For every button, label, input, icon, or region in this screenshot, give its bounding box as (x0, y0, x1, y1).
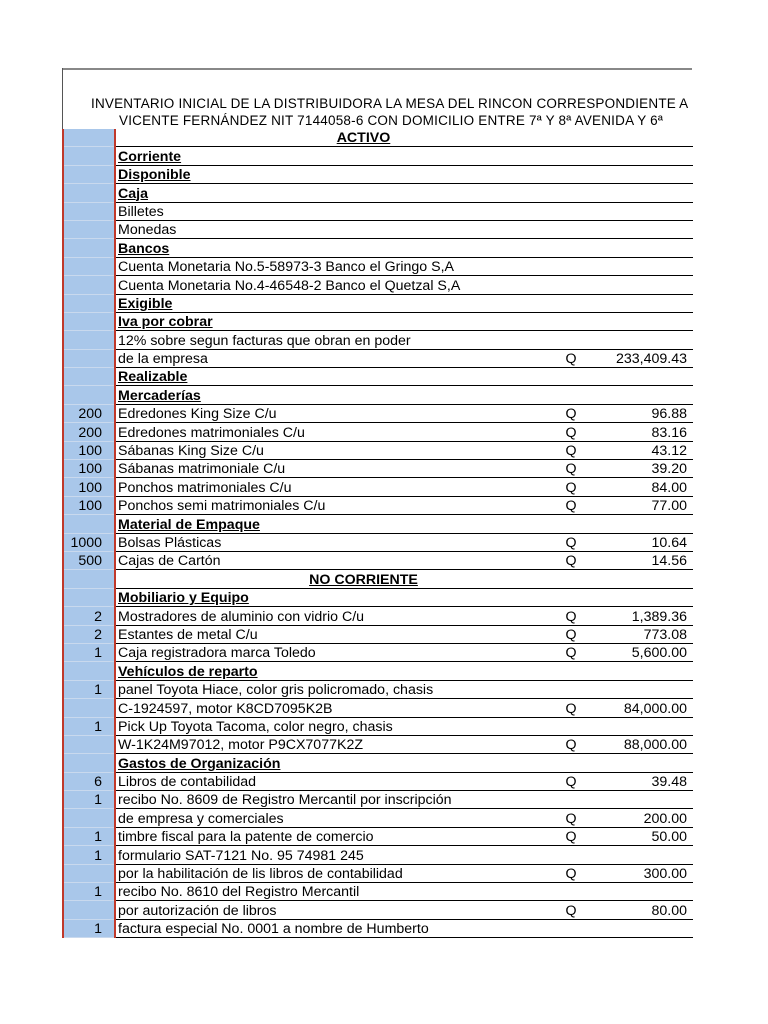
table-row[interactable] (63, 551, 693, 569)
table-row[interactable] (63, 643, 693, 661)
table-row[interactable] (63, 883, 693, 901)
description-cell[interactable]: 12% sobre segun facturas que obran en poder (115, 331, 551, 349)
currency-cell[interactable]: Q (551, 441, 591, 459)
amount-cell[interactable] (591, 129, 693, 147)
table-row[interactable] (63, 331, 693, 349)
description-cell[interactable]: Mercaderías (115, 386, 551, 404)
currency-cell[interactable]: Q (551, 699, 591, 717)
amount-cell[interactable] (591, 680, 693, 698)
table-row[interactable] (63, 515, 693, 533)
amount-cell[interactable]: 1,389.36 (591, 607, 693, 625)
amount-cell[interactable]: 5,600.00 (591, 643, 693, 661)
quantity-cell[interactable]: 500 (63, 551, 115, 569)
description-cell[interactable]: recibo No. 8609 de Registro Mercantil por inscripción (115, 791, 551, 809)
quantity-cell[interactable] (63, 699, 115, 717)
amount-cell[interactable]: 96.88 (591, 404, 693, 422)
table-row[interactable] (63, 220, 693, 238)
description-cell[interactable]: Exigible (115, 294, 551, 312)
currency-cell[interactable] (551, 276, 591, 294)
amount-cell[interactable] (591, 294, 693, 312)
table-row[interactable] (63, 276, 693, 294)
currency-cell[interactable] (551, 570, 591, 588)
currency-cell[interactable]: Q (551, 478, 591, 496)
currency-cell[interactable] (551, 312, 591, 330)
currency-cell[interactable] (551, 791, 591, 809)
currency-cell[interactable] (551, 883, 591, 901)
amount-cell[interactable]: 80.00 (591, 901, 693, 919)
currency-cell[interactable] (551, 368, 591, 386)
table-row[interactable] (63, 570, 693, 588)
description-cell[interactable]: de la empresa (115, 349, 551, 367)
quantity-cell[interactable]: 1 (63, 919, 115, 937)
amount-cell[interactable]: 83.16 (591, 423, 693, 441)
amount-cell[interactable] (591, 754, 693, 772)
amount-cell[interactable]: 39.20 (591, 460, 693, 478)
description-cell[interactable]: Caja (115, 184, 551, 202)
description-cell[interactable]: Mobiliario y Equipo (115, 588, 551, 606)
quantity-cell[interactable] (63, 257, 115, 275)
amount-cell[interactable] (591, 184, 693, 202)
quantity-cell[interactable]: 100 (63, 460, 115, 478)
description-cell[interactable]: recibo No. 8610 del Registro Mercantil (115, 883, 551, 901)
description-cell[interactable]: Corriente (115, 147, 551, 165)
description-cell[interactable]: Monedas (115, 220, 551, 238)
amount-cell[interactable]: 50.00 (591, 827, 693, 845)
table-row[interactable] (63, 257, 693, 275)
quantity-cell[interactable] (63, 386, 115, 404)
quantity-cell[interactable]: 100 (63, 496, 115, 514)
amount-cell[interactable] (591, 791, 693, 809)
amount-cell[interactable] (591, 276, 693, 294)
currency-cell[interactable] (551, 846, 591, 864)
table-row[interactable] (63, 202, 693, 220)
description-cell[interactable]: Realizable (115, 368, 551, 386)
amount-cell[interactable] (591, 147, 693, 165)
description-cell[interactable]: timbre fiscal para la patente de comercio (115, 827, 551, 845)
amount-cell[interactable] (591, 883, 693, 901)
amount-cell[interactable] (591, 919, 693, 937)
quantity-cell[interactable]: 1 (63, 827, 115, 845)
description-cell[interactable]: Billetes (115, 202, 551, 220)
amount-cell[interactable]: 773.08 (591, 625, 693, 643)
amount-cell[interactable] (591, 312, 693, 330)
amount-cell[interactable]: 14.56 (591, 551, 693, 569)
description-cell[interactable]: Sábanas matrimoniale C/u (115, 460, 551, 478)
amount-cell[interactable]: 300.00 (591, 864, 693, 882)
table-row[interactable] (63, 827, 693, 845)
amount-cell[interactable] (591, 331, 693, 349)
description-cell[interactable]: Edredones matrimoniales C/u (115, 423, 551, 441)
inventory-header (62, 70, 692, 130)
quantity-cell[interactable]: 1 (63, 791, 115, 809)
quantity-cell[interactable] (63, 239, 115, 257)
table-row[interactable] (63, 460, 693, 478)
description-cell[interactable]: Bolsas Plásticas (115, 533, 551, 551)
currency-cell[interactable] (551, 515, 591, 533)
quantity-cell[interactable] (63, 735, 115, 753)
table-row[interactable] (63, 386, 693, 404)
quantity-cell[interactable] (63, 809, 115, 827)
currency-cell[interactable]: Q (551, 772, 591, 790)
header-line-2: VICENTE FERNÁNDEZ NIT 7144058-6 CON DOMICILIO ENTRE 7ª Y 8ª AVENIDA Y 6ª (119, 113, 664, 128)
quantity-cell[interactable] (63, 220, 115, 238)
description-cell[interactable]: Iva por cobrar (115, 312, 551, 330)
table-row[interactable] (63, 129, 693, 147)
quantity-cell[interactable] (63, 276, 115, 294)
table-row[interactable] (63, 496, 693, 514)
amount-cell[interactable] (591, 846, 693, 864)
description-cell[interactable]: Cuenta Monetaria No.5-58973-3 Banco el Gringo S,A (115, 257, 551, 275)
description-cell[interactable]: Gastos de Organización (115, 754, 551, 772)
description-cell[interactable]: Libros de contabilidad (115, 772, 551, 790)
table-row[interactable] (63, 662, 693, 680)
description-cell[interactable]: formulario SAT-7121 No. 95 74981 245 (115, 846, 551, 864)
quantity-cell[interactable]: 1 (63, 717, 115, 735)
quantity-cell[interactable]: 1 (63, 846, 115, 864)
quantity-cell[interactable] (63, 368, 115, 386)
currency-cell[interactable] (551, 202, 591, 220)
description-cell[interactable]: Ponchos semi matrimoniales C/u (115, 496, 551, 514)
amount-cell[interactable]: 84.00 (591, 478, 693, 496)
quantity-cell[interactable]: 2 (63, 607, 115, 625)
quantity-cell[interactable]: 1 (63, 643, 115, 661)
amount-cell[interactable] (591, 515, 693, 533)
table-row[interactable] (63, 184, 693, 202)
description-cell[interactable]: Disponible (115, 165, 551, 183)
currency-cell[interactable]: Q (551, 404, 591, 422)
amount-cell[interactable]: 88,000.00 (591, 735, 693, 753)
quantity-cell[interactable] (63, 588, 115, 606)
description-cell[interactable]: Bancos (115, 239, 551, 257)
currency-cell[interactable] (551, 331, 591, 349)
table-row[interactable] (63, 791, 693, 809)
description-cell[interactable]: Pick Up Toyota Tacoma, color negro, chasis (115, 717, 551, 735)
amount-cell[interactable] (591, 662, 693, 680)
quantity-cell[interactable]: 200 (63, 404, 115, 422)
currency-cell[interactable] (551, 220, 591, 238)
quantity-cell[interactable] (63, 349, 115, 367)
amount-cell[interactable]: 200.00 (591, 809, 693, 827)
table-row[interactable] (63, 901, 693, 919)
quantity-cell[interactable] (63, 754, 115, 772)
quantity-cell[interactable] (63, 165, 115, 183)
description-cell[interactable]: Cajas de Cartón (115, 551, 551, 569)
description-cell[interactable]: factura especial No. 0001 a nombre de Humberto (115, 919, 551, 937)
table-row[interactable] (63, 478, 693, 496)
currency-cell[interactable]: Q (551, 864, 591, 882)
amount-cell[interactable] (591, 717, 693, 735)
description-cell[interactable]: W-1K24M97012, motor P9CX7077K2Z (115, 735, 551, 753)
description-cell[interactable]: panel Toyota Hiace, color gris policromado, chasis (115, 680, 551, 698)
currency-cell[interactable]: Q (551, 349, 591, 367)
quantity-cell[interactable]: 6 (63, 772, 115, 790)
quantity-cell[interactable] (63, 864, 115, 882)
currency-cell[interactable] (551, 129, 591, 147)
table-row[interactable] (63, 349, 693, 367)
amount-cell[interactable] (591, 368, 693, 386)
currency-cell[interactable] (551, 680, 591, 698)
currency-cell[interactable] (551, 294, 591, 312)
amount-cell[interactable]: 84,000.00 (591, 699, 693, 717)
description-cell[interactable]: Vehículos de reparto (115, 662, 551, 680)
quantity-cell[interactable]: 1 (63, 680, 115, 698)
table-row[interactable] (63, 809, 693, 827)
currency-cell[interactable] (551, 165, 591, 183)
quantity-cell[interactable]: 200 (63, 423, 115, 441)
currency-cell[interactable]: Q (551, 460, 591, 478)
quantity-cell[interactable] (63, 515, 115, 533)
description-cell[interactable]: por la habilitación de lis libros de contabilidad (115, 864, 551, 882)
quantity-cell[interactable]: 1 (63, 883, 115, 901)
currency-cell[interactable]: Q (551, 496, 591, 514)
quantity-cell[interactable] (63, 312, 115, 330)
inventory-table (62, 129, 693, 938)
table-row[interactable] (63, 607, 693, 625)
currency-cell[interactable]: Q (551, 809, 591, 827)
table-row[interactable] (63, 312, 693, 330)
currency-cell[interactable]: Q (551, 901, 591, 919)
description-cell[interactable]: Mostradores de aluminio con vidrio C/u (115, 607, 551, 625)
description-cell[interactable]: Cuenta Monetaria No.4-46548-2 Banco el Quetzal S,A (115, 276, 551, 294)
amount-cell[interactable] (591, 220, 693, 238)
currency-cell[interactable] (551, 717, 591, 735)
currency-cell[interactable]: Q (551, 533, 591, 551)
currency-cell[interactable] (551, 257, 591, 275)
currency-cell[interactable] (551, 919, 591, 937)
currency-cell[interactable] (551, 754, 591, 772)
table-row[interactable] (63, 533, 693, 551)
amount-cell[interactable]: 233,409.43 (591, 349, 693, 367)
quantity-cell[interactable] (63, 294, 115, 312)
table-row[interactable] (63, 165, 693, 183)
quantity-cell[interactable]: 2 (63, 625, 115, 643)
table-row[interactable] (63, 441, 693, 459)
amount-cell[interactable]: 43.12 (591, 441, 693, 459)
currency-cell[interactable]: Q (551, 551, 591, 569)
currency-cell[interactable]: Q (551, 735, 591, 753)
amount-cell[interactable] (591, 239, 693, 257)
amount-cell[interactable] (591, 386, 693, 404)
quantity-cell[interactable]: 100 (63, 478, 115, 496)
currency-cell[interactable]: Q (551, 423, 591, 441)
quantity-cell[interactable] (63, 202, 115, 220)
quantity-cell[interactable] (63, 570, 115, 588)
description-cell[interactable]: NO CORRIENTE (115, 570, 551, 588)
amount-cell[interactable]: 10.64 (591, 533, 693, 551)
table-row[interactable] (63, 368, 693, 386)
description-cell[interactable]: por autorización de libros (115, 901, 551, 919)
table-row[interactable] (63, 680, 693, 698)
currency-cell[interactable]: Q (551, 625, 591, 643)
quantity-cell[interactable] (63, 331, 115, 349)
table-row[interactable] (63, 864, 693, 882)
currency-cell[interactable] (551, 386, 591, 404)
currency-cell[interactable] (551, 184, 591, 202)
amount-cell[interactable] (591, 257, 693, 275)
description-cell[interactable]: ACTIVO (115, 129, 551, 147)
quantity-cell[interactable] (63, 184, 115, 202)
amount-cell[interactable] (591, 165, 693, 183)
currency-cell[interactable]: Q (551, 607, 591, 625)
amount-cell[interactable] (591, 570, 693, 588)
currency-cell[interactable]: Q (551, 827, 591, 845)
table-row[interactable] (63, 294, 693, 312)
currency-cell[interactable] (551, 588, 591, 606)
description-cell[interactable]: Caja registradora marca Toledo (115, 643, 551, 661)
quantity-cell[interactable]: 1000 (63, 533, 115, 551)
table-row[interactable] (63, 699, 693, 717)
description-cell[interactable]: Estantes de metal C/u (115, 625, 551, 643)
quantity-cell[interactable] (63, 662, 115, 680)
table-row[interactable] (63, 588, 693, 606)
currency-cell[interactable] (551, 239, 591, 257)
quantity-cell[interactable] (63, 129, 115, 147)
table-row[interactable] (63, 625, 693, 643)
description-cell[interactable]: Material de Empaque (115, 515, 551, 533)
table-row[interactable] (63, 735, 693, 753)
table-row[interactable] (63, 147, 693, 165)
table-row[interactable] (63, 717, 693, 735)
currency-cell[interactable] (551, 147, 591, 165)
table-row[interactable] (63, 754, 693, 772)
description-cell[interactable]: Edredones King Size C/u (115, 404, 551, 422)
amount-cell[interactable]: 77.00 (591, 496, 693, 514)
table-row[interactable] (63, 423, 693, 441)
table-row[interactable] (63, 919, 693, 937)
quantity-cell[interactable] (63, 147, 115, 165)
table-row[interactable] (63, 772, 693, 790)
currency-cell[interactable] (551, 662, 591, 680)
quantity-cell[interactable] (63, 901, 115, 919)
table-row[interactable] (63, 404, 693, 422)
amount-cell[interactable] (591, 588, 693, 606)
amount-cell[interactable] (591, 202, 693, 220)
description-cell[interactable]: Sábanas King Size C/u (115, 441, 551, 459)
amount-cell[interactable]: 39.48 (591, 772, 693, 790)
description-cell[interactable]: Ponchos matrimoniales C/u (115, 478, 551, 496)
table-row[interactable] (63, 846, 693, 864)
header-line-1: INVENTARIO INICIAL DE LA DISTRIBUIDORA LA MESA DEL RINCON CORRESPONDIENTE A (91, 96, 689, 111)
description-cell[interactable]: de empresa y comerciales (115, 809, 551, 827)
quantity-cell[interactable]: 100 (63, 441, 115, 459)
table-row[interactable] (63, 239, 693, 257)
description-cell[interactable]: C-1924597, motor K8CD7095K2B (115, 699, 551, 717)
currency-cell[interactable]: Q (551, 643, 591, 661)
